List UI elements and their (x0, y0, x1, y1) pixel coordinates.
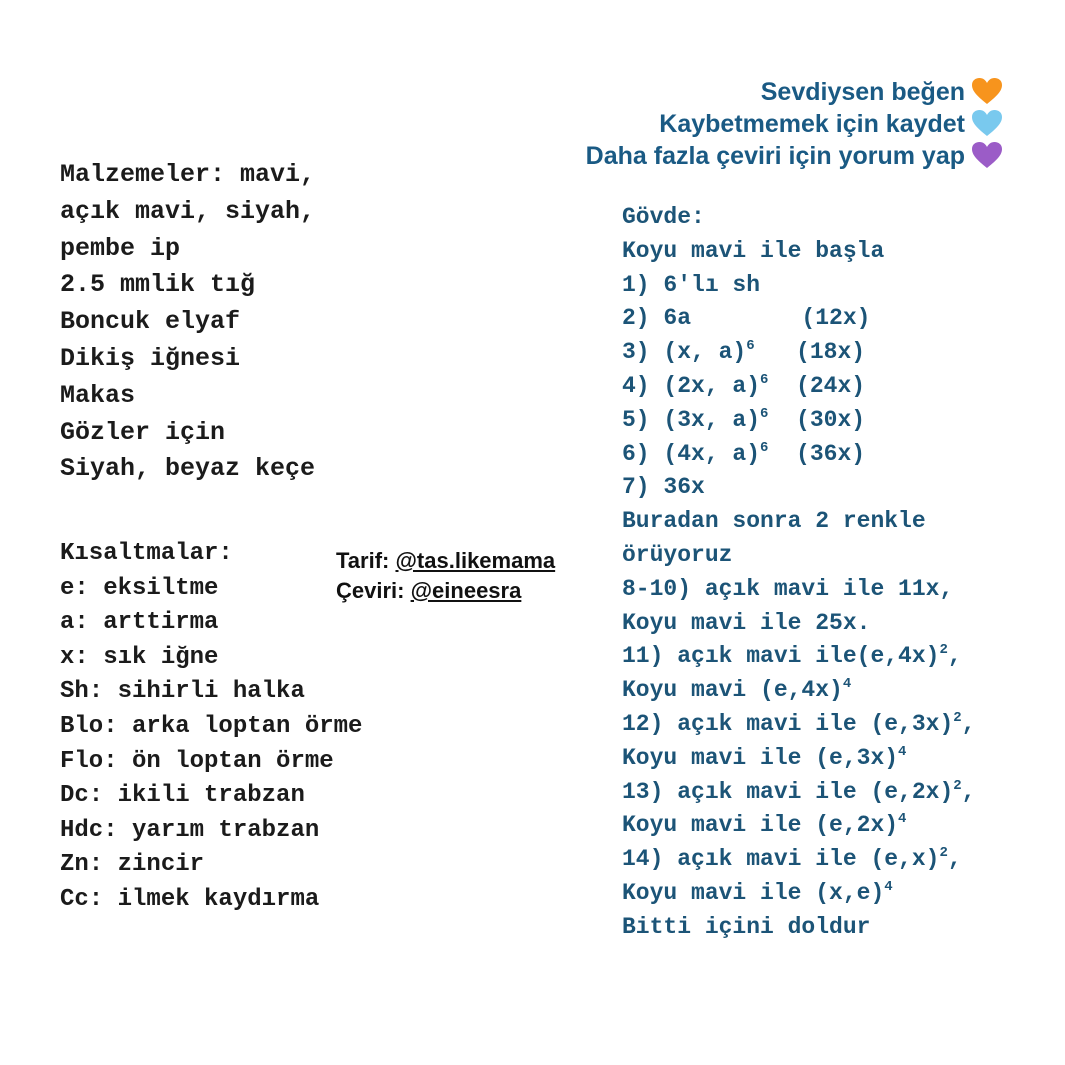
materials-line: Dikiş iğnesi (60, 343, 241, 373)
pattern-row (622, 843, 975, 877)
pattern-title: Gövde: (622, 204, 705, 230)
pattern-row-text: 5) (3x, a) (622, 406, 761, 433)
light-blue-heart-icon (971, 109, 1003, 137)
pattern-row: 2) 6a (12x) (622, 305, 871, 332)
pattern-row: 8-10) açık mavi ile 11x, (622, 575, 954, 602)
pattern-row (622, 809, 975, 843)
cta-like-text: Sevdiysen beğen (760, 78, 965, 106)
translation-credit (336, 576, 555, 606)
abbreviation-item: Hdc: yarım trabzan (60, 816, 320, 844)
purple-heart-icon (971, 141, 1003, 169)
pattern-row-comma: , (961, 710, 976, 737)
exponent: 6 (760, 439, 769, 456)
exponent: 4 (898, 811, 907, 828)
pattern-row (622, 370, 975, 404)
materials-line: açık mavi, siyah, (60, 196, 316, 226)
pattern-row-text: Koyu mavi ile (x,e) (622, 879, 885, 906)
abbreviation-item: x: sık iğne (60, 643, 219, 671)
exponent: 2 (939, 642, 948, 659)
cta-save (586, 108, 1003, 140)
pattern-row-text: Koyu mavi ile (e,2x) (622, 812, 899, 839)
materials-line: Gözler için (60, 417, 226, 447)
materials-line: Malzemeler: mavi, (60, 160, 316, 189)
credits (336, 546, 555, 606)
materials-list (60, 157, 315, 488)
call-to-action (586, 76, 1003, 172)
abbreviation-item: Blo: arka loptan örme (60, 712, 363, 740)
materials-line: Boncuk elyaf (60, 307, 241, 337)
pattern-row (622, 776, 975, 810)
abbreviations-list (60, 537, 362, 918)
pattern-row-text: 11) açık mavi ile(e,4x) (622, 643, 940, 670)
pattern-row-text: Koyu mavi ile (e,3x) (622, 744, 899, 771)
pattern-row-text: 14) açık mavi ile (e,x) (622, 846, 940, 873)
pattern-row-count: (24x) (768, 372, 866, 399)
exponent: 4 (884, 878, 893, 895)
materials-line: 2.5 mmlik tığ (60, 270, 256, 300)
cta-save-text: Kaybetmemek için kaydet (659, 110, 965, 138)
exponent: 2 (953, 709, 962, 726)
pattern-start: Koyu mavi ile başla (622, 237, 885, 264)
translation-label: Çeviri: (336, 578, 411, 603)
exponent: 2 (939, 845, 948, 862)
abbreviation-item: a: arttirma (60, 609, 219, 637)
recipe-handle-link[interactable]: @tas.likemama (395, 548, 556, 573)
pattern-note: Buradan sonra 2 renkle (622, 508, 926, 535)
pattern-row: 7) 36x (622, 474, 705, 501)
pattern-row (622, 708, 975, 742)
abbreviation-item: Flo: ön loptan örme (60, 747, 334, 775)
pattern-row (622, 336, 975, 370)
abbreviation-item: Cc: ilmek kaydırma (60, 885, 320, 913)
abbreviation-item: Sh: sihirli halka (60, 678, 305, 706)
translation-handle-link[interactable]: @eineesra (410, 578, 522, 603)
pattern-row-text: 12) açık mavi ile (e,3x) (622, 710, 954, 737)
pattern-row (622, 674, 975, 708)
materials-line: Makas (60, 380, 136, 410)
materials-line: Siyah, beyaz keçe (60, 454, 316, 484)
abbreviation-item: e: eksiltme (60, 574, 219, 602)
abbreviation-item: Dc: ikili trabzan (60, 782, 305, 810)
pattern-row (622, 877, 975, 911)
pattern-note: örüyoruz (622, 541, 733, 568)
orange-heart-shape (972, 78, 1002, 104)
pattern-row: 1) 6'lı sh (622, 271, 761, 298)
pattern-row-comma: , (947, 643, 962, 670)
pattern-row-comma: , (947, 846, 962, 873)
exponent: 6 (746, 338, 755, 355)
recipe-label: Tarif: (336, 548, 396, 573)
cta-comment-text: Daha fazla çeviri için yorum yap (585, 142, 965, 170)
purple-heart-shape (972, 142, 1002, 168)
pattern-row-comma: , (961, 778, 976, 805)
pattern-finish: Bitti içini doldur (622, 913, 871, 940)
recipe-credit (336, 546, 555, 576)
pattern-row (622, 438, 975, 472)
pattern-row (622, 742, 975, 776)
pattern-instructions (622, 201, 975, 945)
exponent: 6 (760, 371, 769, 388)
abbreviation-item: Zn: zincir (60, 851, 205, 879)
pattern-row-count: (30x) (768, 406, 866, 433)
pattern-row-count: (18x) (754, 339, 866, 366)
materials-line: pembe ip (60, 233, 181, 263)
pattern-row-text: 13) açık mavi ile (e,2x) (622, 778, 954, 805)
cta-comment (586, 140, 1003, 172)
pattern-row-text: 6) (4x, a) (622, 440, 761, 467)
pattern-row-text: Koyu mavi (e,4x) (622, 677, 843, 704)
cta-like (586, 76, 1003, 108)
exponent: 4 (898, 743, 907, 760)
pattern-row-text: 4) (2x, a) (622, 372, 761, 399)
pattern-row (622, 640, 975, 674)
pattern-row (622, 404, 975, 438)
exponent: 4 (842, 676, 852, 693)
exponent: 6 (760, 405, 769, 422)
abbreviations-heading: Kısaltmalar: (60, 540, 233, 567)
pattern-row-text: 3) (x, a) (622, 339, 747, 366)
pattern-row-count: (36x) (768, 440, 866, 467)
light-blue-heart-shape (972, 110, 1002, 136)
pattern-row: Koyu mavi ile 25x. (622, 609, 871, 636)
orange-heart-icon (971, 77, 1003, 105)
exponent: 2 (953, 777, 962, 794)
